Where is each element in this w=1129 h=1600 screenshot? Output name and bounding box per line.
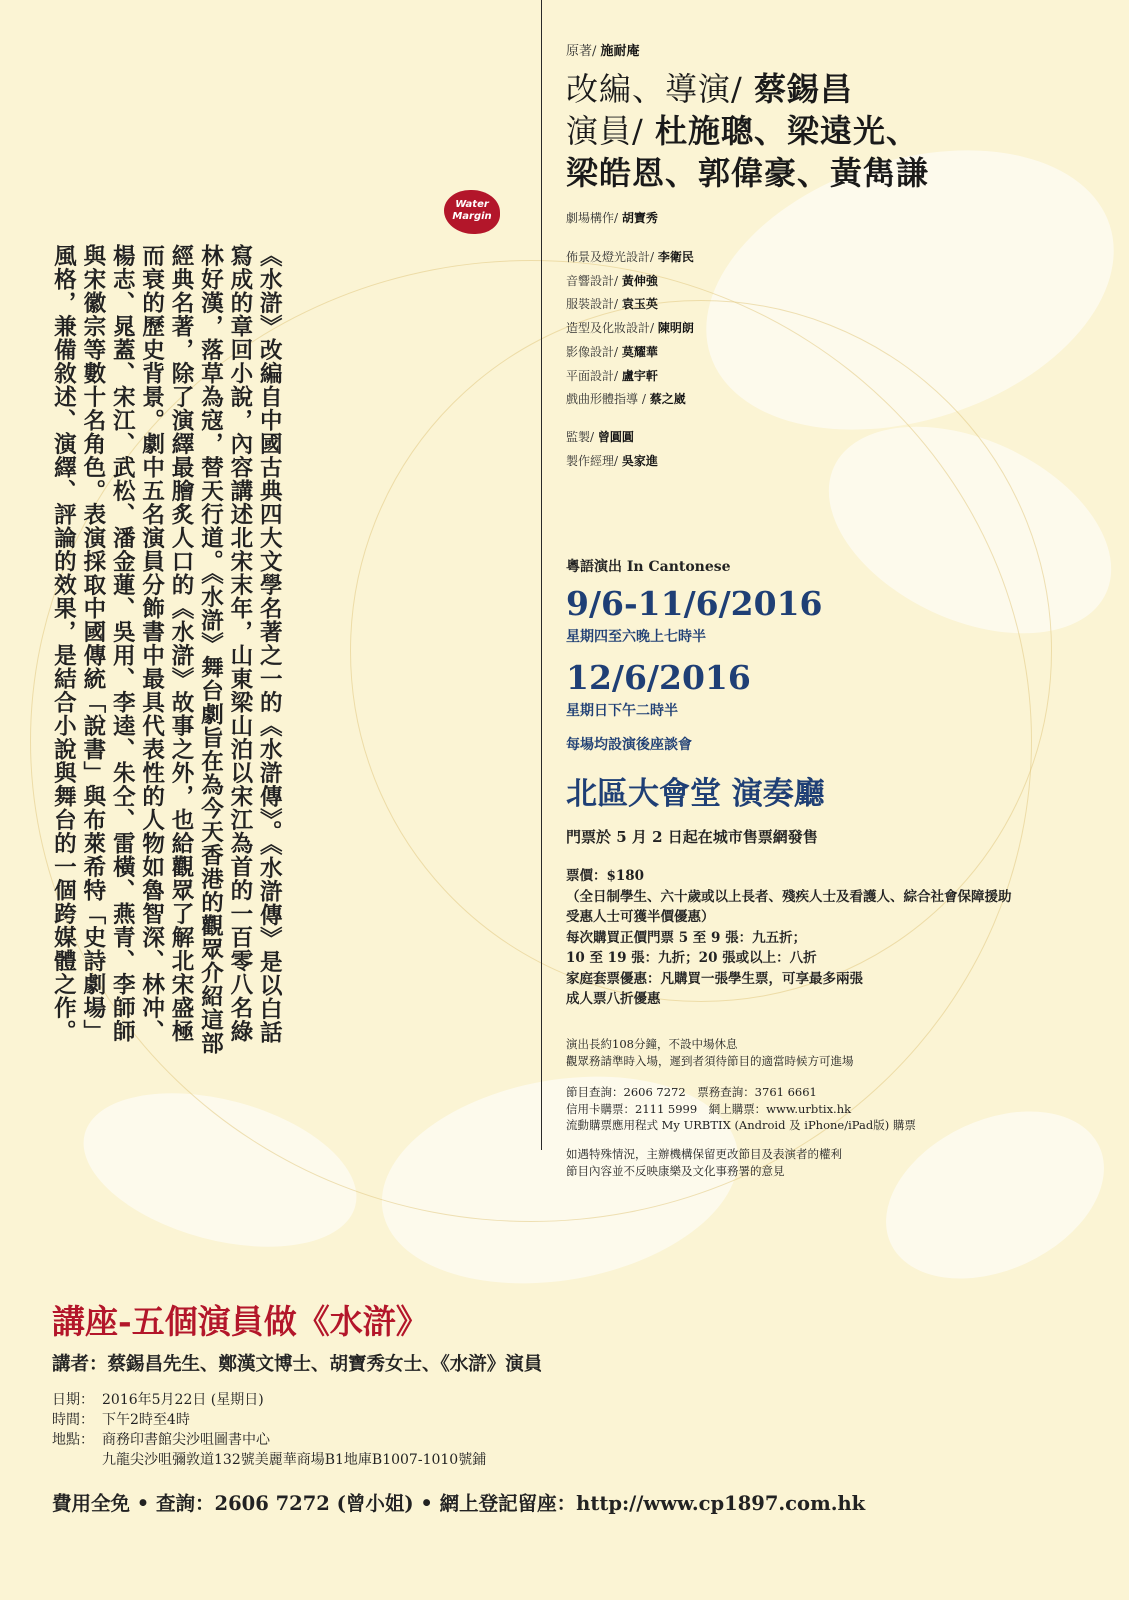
- lecture-footer: 費用全免 • 查詢：2606 7272 (曾小姐) • 網上登記留座：http://www.cp1897.com.hk: [52, 1492, 866, 1515]
- water-margin-logo: [444, 190, 500, 234]
- crew-item: 造型及化妝設計/ 陳明朗: [566, 321, 694, 336]
- ticket-price: 票價：$180: [566, 868, 645, 884]
- credit-name: 杜施聰、梁遠光、: [654, 112, 919, 150]
- discount-note: 10 至 19 張：九折；20 張或以上：八折: [566, 950, 817, 966]
- show-notes: [566, 1036, 1106, 1069]
- ticket-sale-date: 門票於 5 月 2 日起在城市售票網發售: [566, 828, 818, 846]
- logo-line: Water: [455, 199, 489, 210]
- credit-label: 改編、導演/: [566, 70, 754, 108]
- enquiry-notes: [566, 1084, 1106, 1134]
- synopsis-text: 《水滸》改編自中國古典四大文學名著之一的《水滸傳》。《水滸傳》是以白話寫成的章回小說，內容講述北宋末年，山東梁山泊以宋江為首的一百零八名綠林好漢，落草為寇，替天行道。《水滸》舞台劇旨在為今天香港的觀眾介紹這部經典名著，除了演繹最膾炙人口的《水滸》故事之外，也給觀眾了解北宋盛極而衰的歷史背景。劇中五名演員分飾書中最具代表性的人物如魯智深、林冲、楊志、晁蓋、宋江、武松、潘金蓮、吳用、李逵、朱仝、雷橫、燕青、李師師與宋徽宗等數十名角色。表演採取中國傳統「說書」與布萊希特「史詩劇場」風格，兼備敘述、演繹、評論的效果，是結合小說與舞台的一個跨媒體之作。: [50, 244, 283, 1056]
- lecture-place-row: 地點： 商務印書館尖沙咀圖書中心: [52, 1432, 270, 1448]
- disclaimer: 節目內容並不反映康樂及文化事務署的意見: [566, 1163, 785, 1178]
- disclaimer: 如遇特殊情況，主辦機構保留更改節目及表演者的權利: [566, 1147, 842, 1161]
- venue: 北區大會堂 演奏廳: [566, 776, 825, 812]
- performance-date-2: 12/6/2016: [566, 658, 751, 697]
- lecture-address-row: 九龍尖沙咀彌敦道132號美麗華商場B1地庫B1007-1010號鋪: [102, 1452, 487, 1468]
- lecture-date-row: 日期： 2016年5月22日 (星期日): [52, 1392, 264, 1408]
- duration-note: 演出長約108分鐘，不設中場休息: [566, 1037, 738, 1051]
- credit-label: 原著/: [566, 44, 601, 59]
- disclaimer-notes: [566, 1146, 1106, 1179]
- booking-info: 信用卡購票：2111 5999 網上購票：www.urbtix.hk: [566, 1101, 852, 1116]
- director-credit: [566, 68, 1106, 110]
- credit-name: 胡寶秀: [621, 211, 658, 225]
- family-offer: 成人票八折優惠: [566, 991, 661, 1007]
- cast-credit: [566, 110, 1106, 152]
- lecture-speakers: 講者：蔡錫昌先生、鄭漢文博士、胡寶秀女士、《水滸》演員: [52, 1354, 543, 1375]
- author-credit: [566, 44, 1106, 60]
- credit-label: 演員/: [566, 112, 655, 150]
- app-booking-info: 流動購票應用程式 My URBTIX (Android 及 iPhone/iPad版) 購票: [566, 1118, 916, 1132]
- credit-name: 蔡錫昌: [753, 70, 853, 108]
- crew-item: 音響設計/ 黃伸強: [566, 273, 658, 288]
- cast-credit-line2: [566, 152, 1106, 194]
- concession-note: （全日制學生、六十歲或以上長者、殘疾人士及看護人、綜合社會保障援助: [566, 888, 1012, 905]
- concession-note: 受惠人士可獲半價優惠）: [566, 909, 715, 925]
- enquiry-phones: 節目查詢：2606 7272 票務查詢：3761 6661: [566, 1085, 817, 1099]
- discount-note: 每次購買正價門票 5 至 9 張：九五折；: [566, 929, 807, 946]
- producer-credit: 監製/ 曾圓圓: [566, 429, 634, 444]
- crew-item: 服裝設計/ 袁玉英: [566, 297, 658, 312]
- credit-name: 梁皓恩、郭偉豪、黃雋謙: [566, 154, 930, 192]
- performance-date-1: 9/6-11/6/2016: [566, 584, 823, 623]
- crew-item: 平面設計/ 盧宇軒: [566, 368, 658, 383]
- pm-credit: 製作經理/ 吳家進: [566, 453, 658, 468]
- crew-item: 影像設計/ 莫耀華: [566, 344, 658, 359]
- credit-name: 施耐庵: [600, 44, 640, 59]
- family-offer: 家庭套票優惠：凡購買一張學生票，可享最多兩張: [566, 970, 863, 987]
- lecture-info: [52, 1390, 486, 1470]
- latecomer-note: 觀眾務請準時入場，遲到者須待節目的適當時候方可進場: [566, 1053, 854, 1068]
- lecture-time-row: 時間： 下午2時至4時: [52, 1412, 190, 1428]
- ticket-info: [566, 866, 1096, 1010]
- performance-time-2: 星期日下午二時半: [566, 703, 678, 719]
- logo-line: Margin: [452, 211, 492, 222]
- credit-label: 劇場構作/: [566, 211, 622, 225]
- credits-block: [566, 44, 1106, 473]
- post-show-talk: 每場均設演後座談會: [566, 737, 692, 753]
- crew-item: 戲曲形體指導 / 蔡之崴: [566, 392, 686, 407]
- performance-time-1: 星期四至六晚上七時半: [566, 629, 706, 645]
- language-note: 粵語演出 In Cantonese: [566, 559, 731, 575]
- production-list: [566, 426, 1106, 473]
- theatre-credit: [566, 210, 1106, 226]
- vertical-divider: [541, 0, 542, 1150]
- lecture-title: 講座-五個演員做《水滸》: [52, 1302, 429, 1341]
- crew-item: 佈景及燈光設計/ 李衛民: [566, 250, 694, 264]
- crew-list: [566, 246, 1106, 412]
